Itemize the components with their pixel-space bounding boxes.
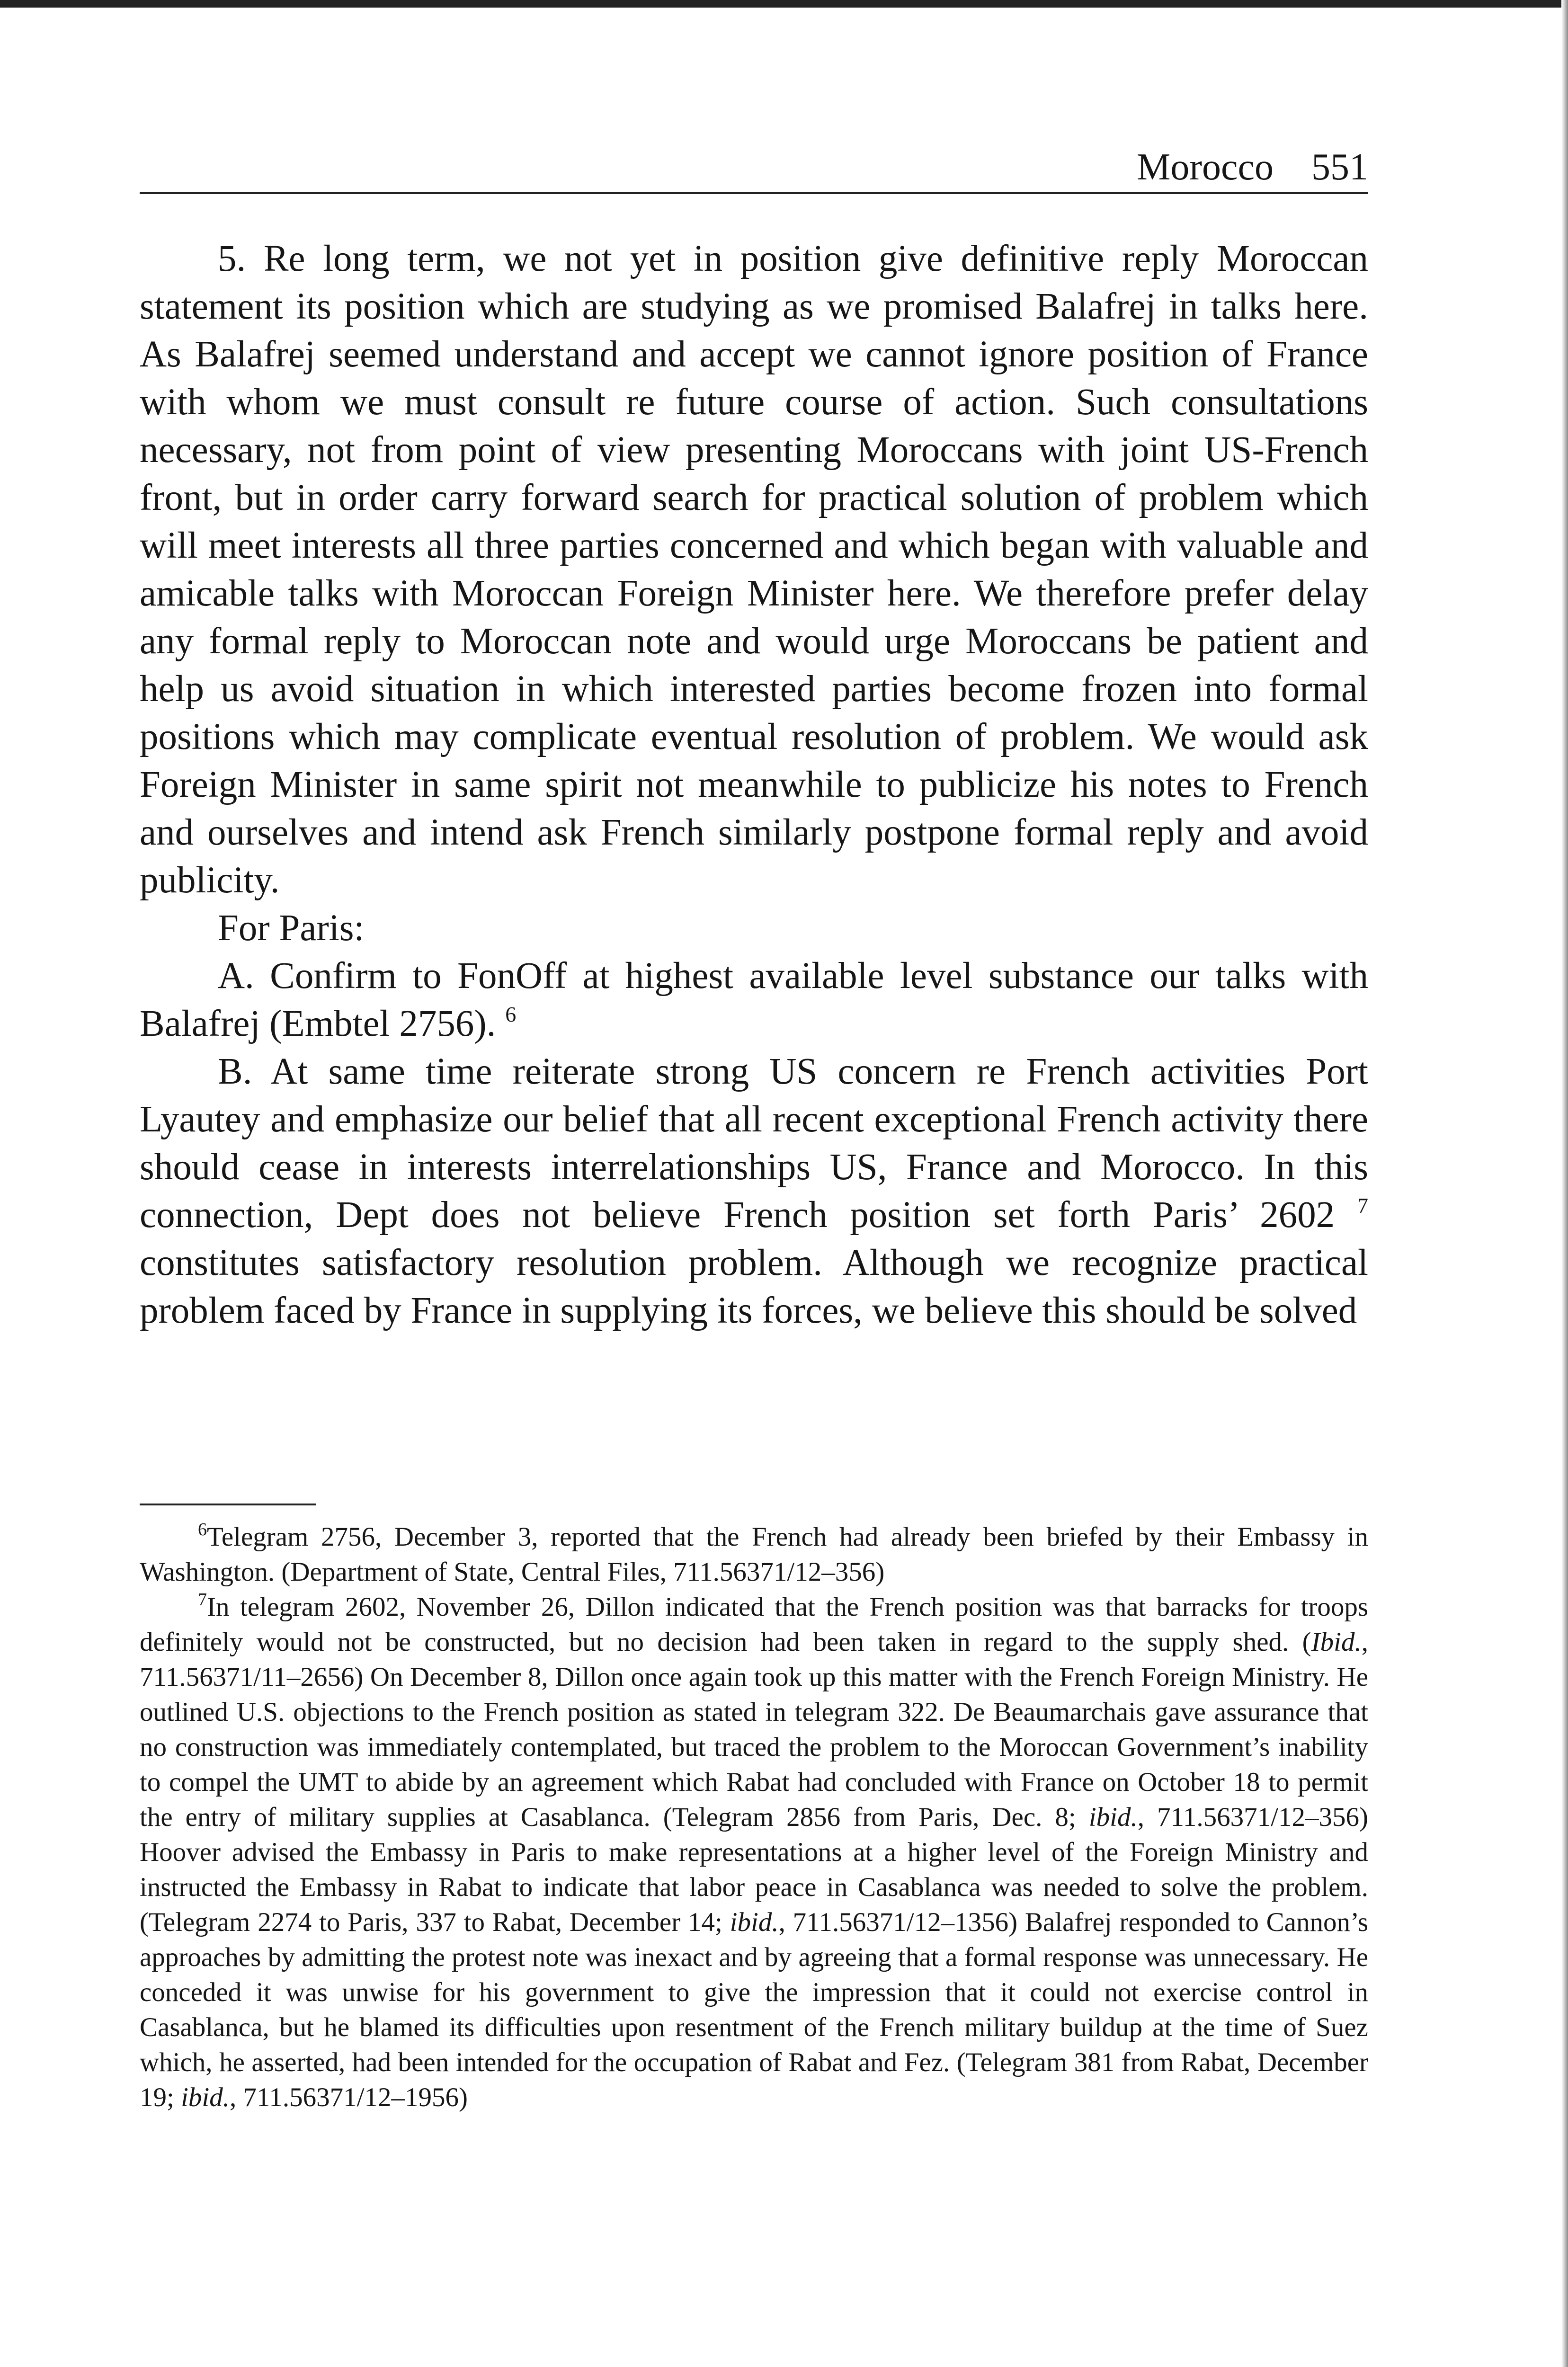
- footnote-7: [140, 1590, 1368, 2115]
- footnote-7-text-1: In telegram 2602, November 26, Dillon indicated that the French position was that barracks for troops definitely would not be constructed, but no decision had been taken in regard to the supply shed. (: [140, 1592, 1368, 1657]
- footnote-6-number: 6: [198, 1520, 207, 1539]
- page-number: 551: [1311, 146, 1368, 188]
- footnote-ref-7: 7: [1357, 1193, 1369, 1218]
- main-text: [140, 235, 1368, 1335]
- footnote-7-ibid-2: ibid.: [1088, 1802, 1138, 1832]
- footnote-7-number: 7: [198, 1590, 207, 1610]
- paragraph-b-text-2: constitutes satisfactory resolution problem. Although we recognize practical problem faced by France in supplying its forces, we believe this should be solved: [140, 1242, 1368, 1331]
- running-title: Morocco: [1137, 146, 1274, 188]
- paragraph-a: [140, 952, 1368, 1048]
- paragraph-5: 5. Re long term, we not yet in position give definitive reply Moroccan statement its position which are studying as we promised Balafrej in talks here. As Balafrej seemed understand and accept we cannot ignore position of France with whom we must consult re future course of action. Such consultations necessary, not from point of view presenting Moroccans with joint US-French front, but in order carry forward search for practical solution of problem which will meet interests all three parties concerned and which began with valuable and amicable talks with Moroccan Foreign Minister here. We therefore prefer delay any formal reply to Moroccan note and would urge Moroccans be patient and help us avoid situation in which interested parties become frozen into formal positions which may complicate eventual resolution of problem. We would ask Foreign Minister in same spirit not meanwhile to publicize his notes to French and ourselves and intend ask French similarly postpone formal reply and avoid publicity.: [140, 238, 1368, 901]
- footnote-separator: [140, 1504, 316, 1505]
- footnote-7-ibid-3: ibid.: [730, 1907, 779, 1937]
- footnote-ref-6: 6: [505, 1002, 517, 1026]
- footnotes: [140, 1520, 1368, 2115]
- footnote-7-text-4: , 711.56371/12–1356) Balafrej responded to Cannon’s approaches by admitting the protest note was inexact and by agreeing that a formal response was unnecessary. He conceded it was unwise for his government to give the impression that it could not exercise control in Casablanca, but he blamed its difficulties upon resentment of the French military buildup at the time of Suez which, he asserted, had been intended for the occupation of Rabat and Fez. (Telegram 381 from Rabat, December 19;: [140, 1907, 1368, 2112]
- page-right-edge: [1561, 0, 1568, 2367]
- paragraph-a-text: A. Confirm to FonOff at highest available level substance our talks with Balafrej (Embtel 2756).: [140, 955, 1368, 1044]
- footnote-7-text-2: , 711.56371/11–2656) On December 8, Dillon once again took up this matter with the French Foreign Ministry. He outlined U.S. objections to the French position as stated in telegram 322. De Beaumarchais gave assurance that no construction was immediately contemplated, but traced the problem to the Moroccan Government’s inability to compel the UMT to abide by an agreement which Rabat had concluded with France on October 18 to permit the entry of military supplies at Casablanca. (Telegram 2856 from Paris, Dec. 8;: [140, 1627, 1368, 1832]
- footnote-7-text-3: , 711.56371/12–356) Hoover advised the Embassy in Paris to make representations at a higher level of the Foreign Ministry and instructed the Embassy in Rabat to indicate that labor peace in Casablanca was needed to solve the problem. (Telegram 2274 to Paris, 337 to Rabat, December 14;: [140, 1802, 1368, 1937]
- paragraph-b-text-1: B. At same time reiterate strong US concern re French activities Port Lyautey and emphasize our belief that all recent exceptional French activity there should cease in interests interrelationships US, France and Morocco. In this connection, Dept does not believe French position set forth Paris’ 2602: [140, 1051, 1368, 1236]
- running-header: [140, 142, 1368, 194]
- footnote-6-text: Telegram 2756, December 3, reported that the French had already been briefed by their Embassy in Washington. (Department of State, Central Files, 711.56371/12–356): [140, 1522, 1368, 1587]
- footnote-6: [140, 1520, 1368, 1590]
- footnote-7-ibid-1: Ibid.: [1311, 1627, 1362, 1657]
- paragraph-b: [140, 1048, 1368, 1335]
- footnote-7-text-5: , 711.56371/12–1956): [230, 2082, 468, 2112]
- footnote-7-ibid-4: ibid.: [181, 2082, 230, 2112]
- page-top-edge: [0, 0, 1568, 8]
- for-paris-heading: For Paris:: [218, 908, 365, 949]
